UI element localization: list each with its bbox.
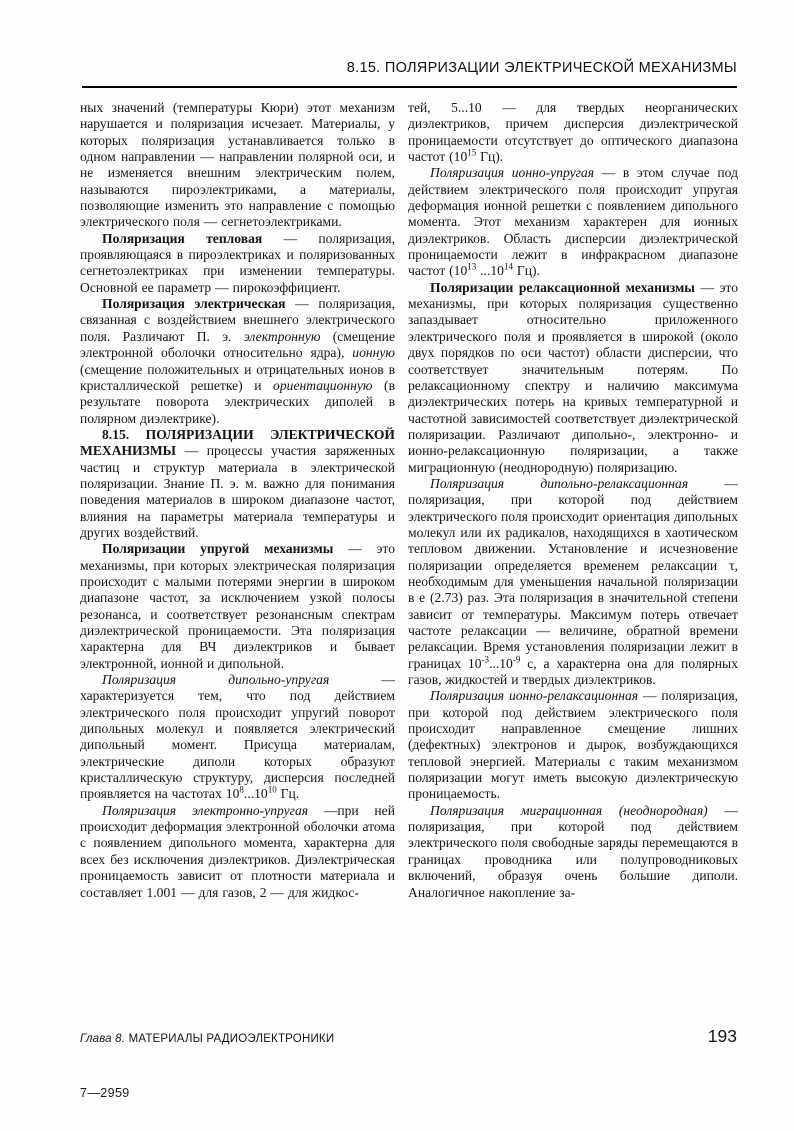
chapter-title: МАТЕРИАЛЫ РАДИОЭЛЕКТРОНИКИ	[128, 1033, 335, 1045]
paragraph: Поляризация миграционная (неоднородная) — поляризация, при которой под действием электрического поля свободные заряды перемещаются в границах проводника или полупроводниковых включений, образуя очень большие диполи. Аналогичное накопление за-	[408, 802, 738, 900]
paragraph: Поляризация дипольно-релаксационная — поляризация, при которой под действием электрического поля происходит ориентация дипольных молекул или их радикалов, находящихся в хаотическом тепловом движении. Установление и исчезновение поляризации определяется временем релаксации τ, необходимым для уменьшения начальной поляризации в е (2.73) раз. Эта поляризация в значительной степени зависит от температуры. Максимум потерь отвечает частоте релаксации — величине, обратной времени релаксации. Время установления поляризации лежит в границах $10^{-3}...10^{-9}$ с, а характерна она для полярных газов, жидкостей и твердых диэлектриков.	[408, 475, 738, 688]
paragraph: Поляризация дипольно-упругая — характеризуется тем, что под действием электрического поля происходит упругий поворот дипольных молекул и появляется электрический дипольный момент. Присуща материалам, электрические диполи которых образуют кристаллическую структуру, дисперсия последней проявляется на частотах $10^8...10^{10}$ Гц.	[80, 672, 395, 802]
term-lead: 8.15. ПОЛЯРИЗАЦИИ ЭЛЕКТРИЧЕСКОЙ МЕХАНИЗМЫ	[80, 426, 395, 459]
header-rule	[82, 86, 737, 88]
term-lead: Поляризация электронно-упругая	[102, 802, 309, 818]
term-lead: Поляризации упругой механизмы	[102, 541, 334, 557]
paragraph: 8.15. ПОЛЯРИЗАЦИИ ЭЛЕКТРИЧЕСКОЙ МЕХАНИЗМЫ — процессы участия заряженных частиц и структур материала в электрической поляризации. Знание П. э. м. важно для понимания поведения материалов в широком диапазоне частот, влияния на параметры материала температуры и других воздействий.	[80, 426, 395, 540]
paragraph: Поляризация ионно-релаксационная — поляризация, при которой под действием электрического поля происходит направленное смещение лишних (дефектных) электронов и дырок, возбуждающихся тепловой энергией. Материалы с таким механизмом поляризации могут иметь высокую диэлектрическую проницаемость.	[408, 688, 738, 802]
text-columns	[80, 100, 738, 1016]
term-lead: Поляризация ионно-релаксационная	[430, 688, 639, 704]
paragraph: Поляризация тепловая — поляризация, проявляющаяся в пироэлектриках и поляризованных сегнетоэлектриках при изменении температуры. Основной ее параметр — пирокоэффициент.	[80, 230, 395, 295]
paragraph: Поляризации релаксационной механизмы — это механизмы, при которых поляризация существенно запаздывает относительно приложенного электрического поля и проявляется в широкой (около двух порядков по оси частот) области дисперсии, что соответствует значительным потерям. По релаксационному спектру и наличию максимума диэлектрических потерь на кривых температурной и частотной зависимостей соответствует диэлектрической поляризации. Различают дипольно-, электронно- и ионно-релаксационную поляризации, а также миграционную (неоднородную) поляризацию.	[408, 279, 738, 475]
page-number: 193	[707, 1026, 737, 1046]
chapter-footer	[80, 1033, 334, 1047]
column-right	[408, 100, 738, 1016]
term-lead: Поляризация электрическая	[102, 296, 286, 312]
term-lead: Поляризация миграционная (неоднородная)	[430, 802, 708, 818]
term-lead: Поляризации релаксационной механизмы	[430, 279, 695, 295]
print-code: 7—2959	[80, 1086, 130, 1100]
paragraph: ных значений (температуры Кюри) этот механизм нарушается и поляризация исчезает. Материалы, у которых поляризация устанавливается только в одном направлении — направлении полярной оси, и не изменяется внешним электрическим полем, называются пироэлектриками, а материалы, позволяющие изменить это направление с помощью электрического поля — сегнетоэлектриками.	[80, 100, 395, 230]
running-header: 8.15. ПОЛЯРИЗАЦИИ ЭЛЕКТРИЧЕСКОЙ МЕХАНИЗМЫ	[346, 60, 737, 76]
column-left	[80, 100, 395, 1016]
paragraph: Поляризации упругой механизмы — это механизмы, при которых электрическая поляризация происходит с малыми потерями энергии в широком диапазоне частот, за исключением узкой полосы резонанса, и соответствует резонансным спектрам диэлектрической проницаемости. Эта поляризация характерна для ВЧ диэлектриков и бывает электронной, ионной и дипольной.	[80, 541, 395, 671]
term-lead: Поляризация тепловая	[102, 230, 263, 246]
term-lead: Поляризация ионно-упругая	[430, 165, 595, 181]
chapter-label: Глава 8.	[80, 1033, 126, 1045]
term-lead: Поляризация дипольно-упругая	[102, 672, 330, 688]
footer-row	[80, 1026, 737, 1047]
term-lead: Поляризация дипольно-релаксационная	[430, 475, 689, 491]
paragraph: Поляризация электрическая — поляризация, связанная с воздействием внешнего электрического поля. Различают П. э. электронную (смещение электронной оболочки относительно ядра), ионную (смещение положительных и отрицательных ионов в кристаллической решетке) и ориентационную (в результате поворота электрических диполей в полярном диэлектрике).	[80, 296, 395, 426]
paragraph: тей, 5...10 — для твердых неорганических диэлектриков, причем дисперсия диэлектрической проницаемости отсутствует до оптического диапазона частот ($10^{15}$ Гц).	[408, 100, 738, 165]
paragraph: Поляризация электронно-упругая —при ней происходит деформация электронной оболочки атома с появлением дипольного момента, характерна для всех без исключения диэлектриков. Диэлектрическая проницаемость зависит от плотности материала и составляет 1.001 — для газов, 2 — для жидкос-	[80, 802, 395, 900]
paragraph: Поляризация ионно-упругая — в этом случае под действием электрического поля происходит упругая деформация ионной решетки с появлением дипольного момента. Этот механизм характерен для ионных диэлектриков. Область дисперсии диэлектрической проницаемости лежит в инфракрасном диапазоне частот ($10^{13}$ ...10$^{14}$ Гц).	[408, 165, 738, 279]
